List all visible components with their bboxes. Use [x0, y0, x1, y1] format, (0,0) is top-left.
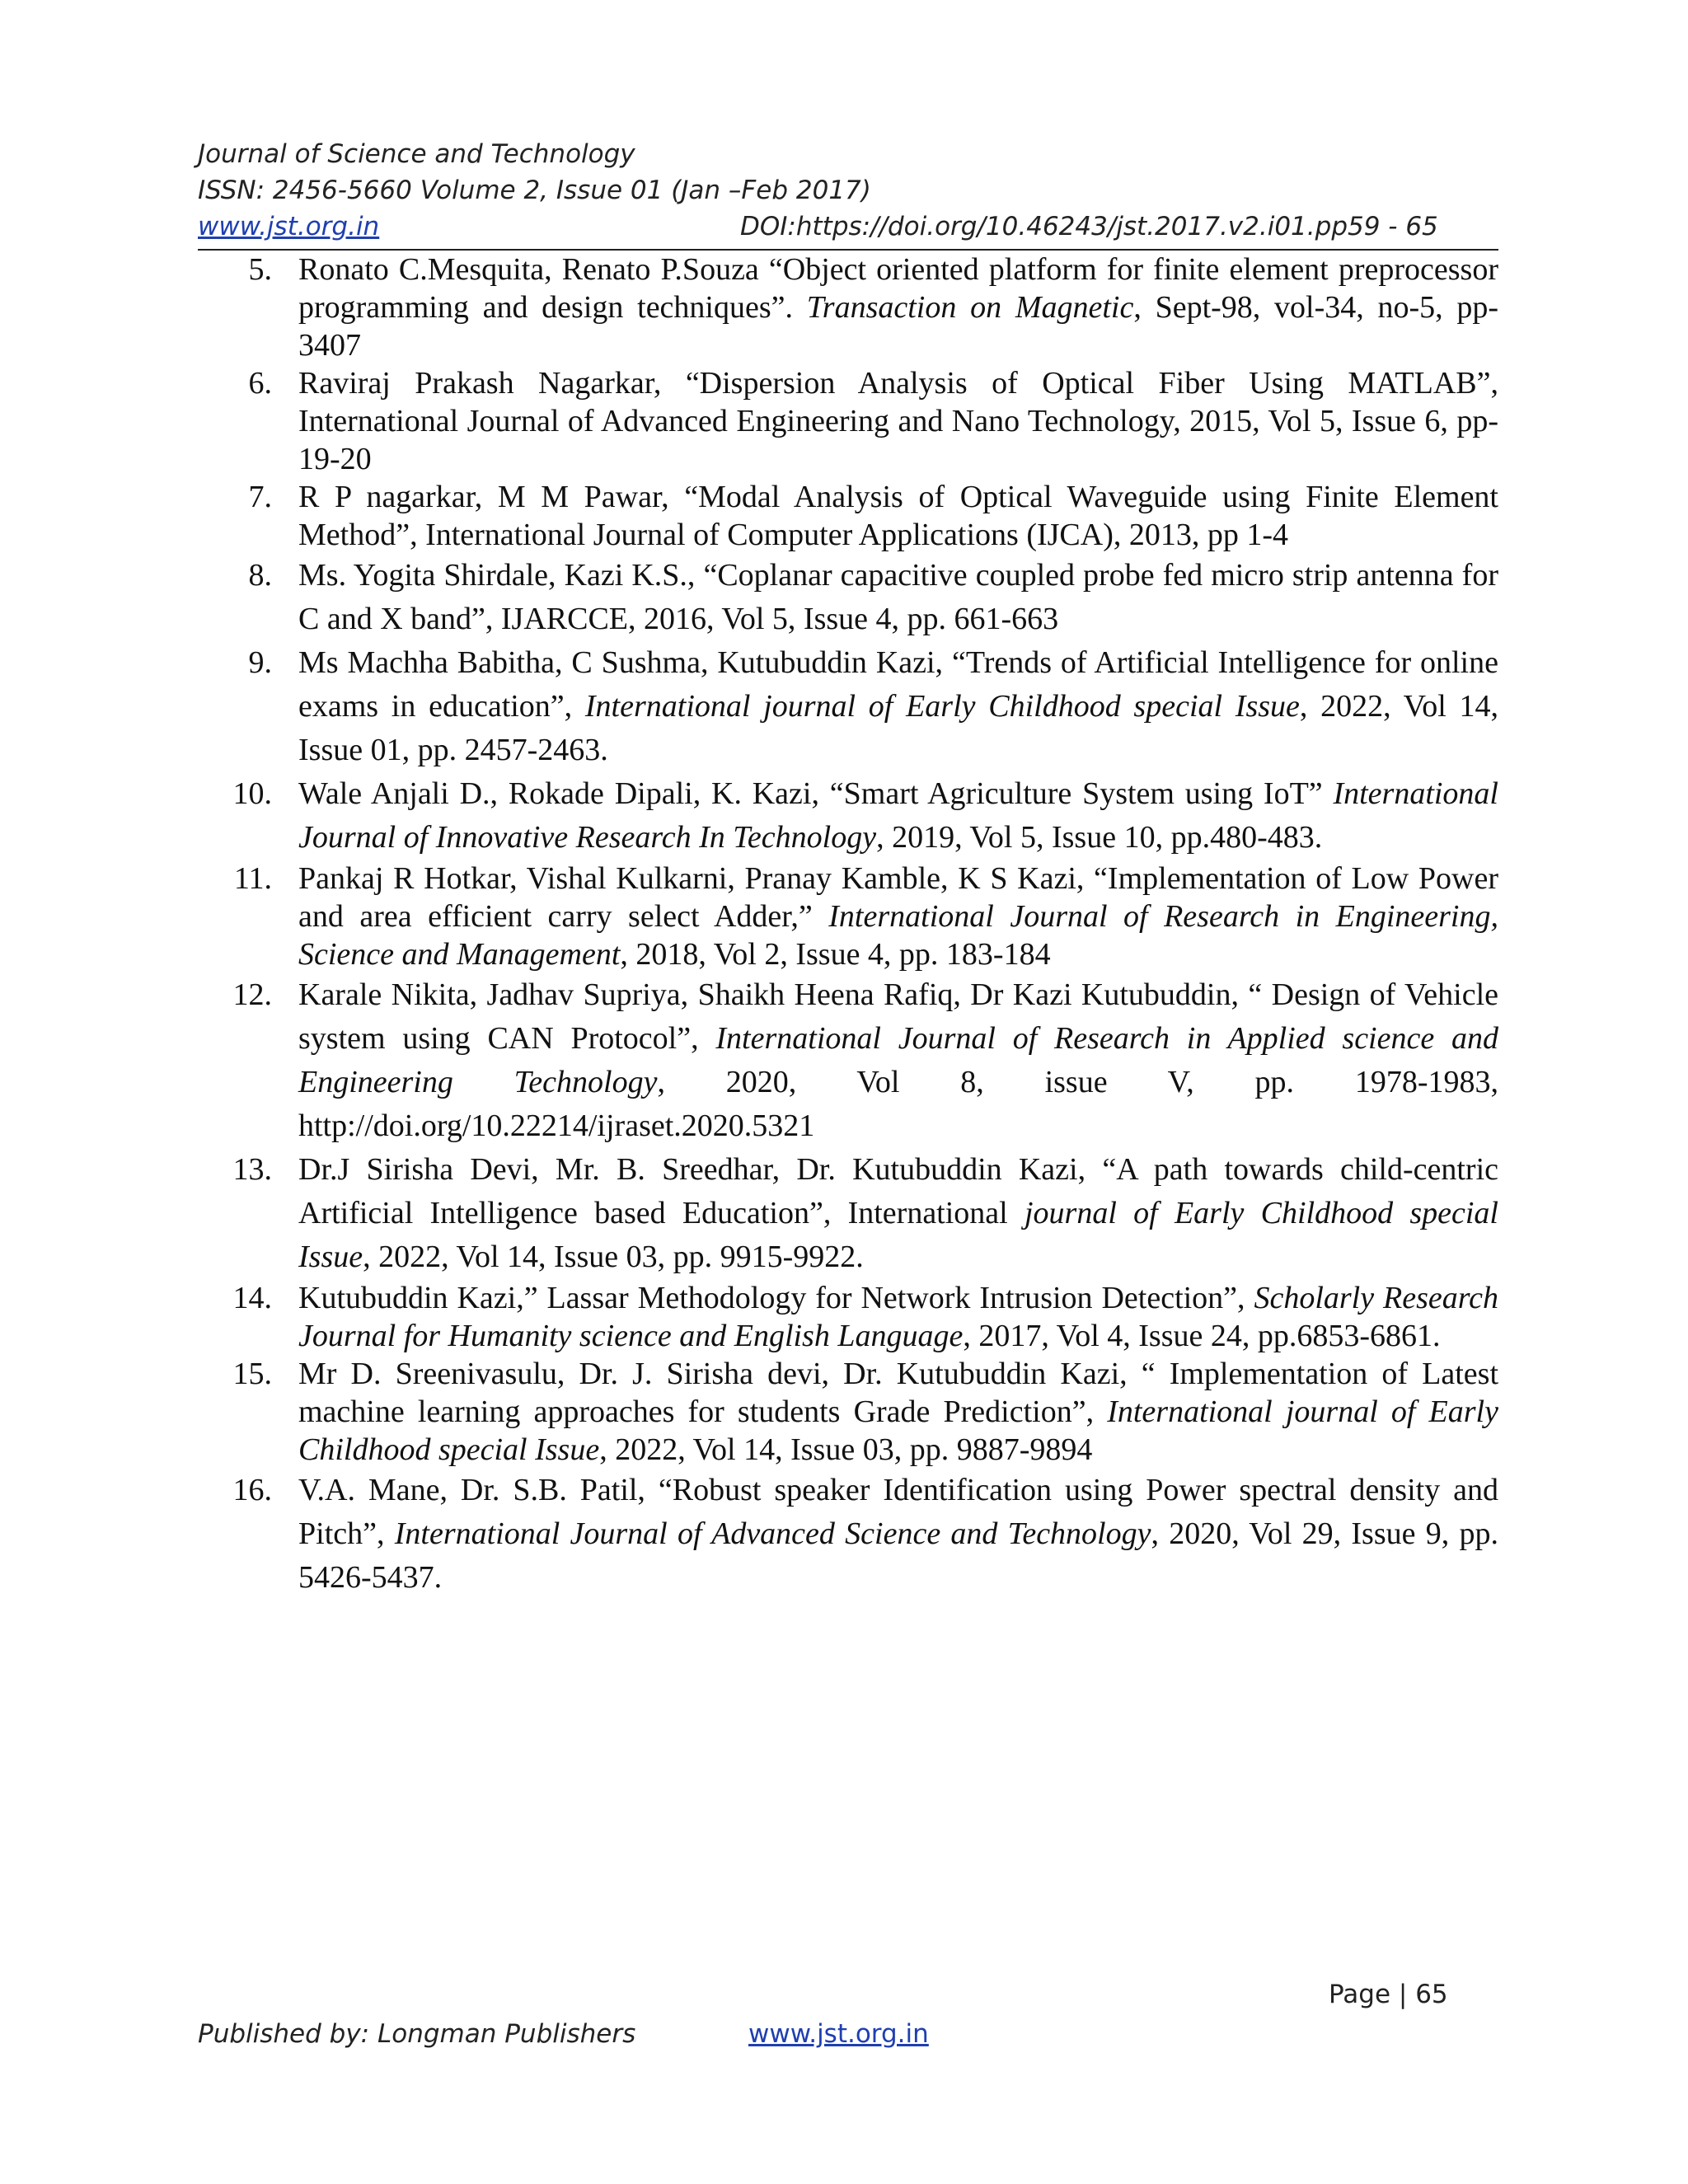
reference-list — [232, 251, 1499, 1600]
reference-segment: Karale Nikita, Jadhav Supriya, Shaikh Heena Rafiq, Dr Kazi Kutubuddin, “ Design of Vehicle system using CAN Protocol”, — [298, 977, 1498, 1056]
reference-item — [247, 364, 1498, 478]
footer-website-link[interactable]: www.jst.org.in — [748, 2019, 929, 2049]
reference-text — [298, 1473, 1498, 1595]
issn-line: ISSN: 2456-5660 Volume 2, Issue 01 (Jan –Feb 2017) — [198, 176, 871, 205]
reference-item — [232, 1279, 1498, 1355]
reference-text — [298, 366, 1498, 476]
reference-segment: R P nagarkar, M M Pawar, “Modal Analysis of Optical Waveguide using Finite Element Method”, International Journal of Computer Applications (IJCA), 2013, pp 1-4 — [298, 480, 1498, 552]
reference-item — [247, 641, 1498, 772]
reference-segment: Dr.J Sirisha Devi, Mr. B. Sreedhar, Dr. Kutubuddin Kazi, “A path towards child-centric Artificial Intelligence based Education”, International — [298, 1152, 1498, 1230]
reference-journal-name: International Journal of Research in Engineering, Science and Management — [298, 899, 1498, 972]
reference-item — [247, 251, 1498, 364]
reference-segment: , 2018, Vol 2, Issue 4, pp. 183-184 — [620, 937, 1051, 972]
reference-journal-name: International Journal of Research in Applied science and Engineering Technology — [298, 1021, 1498, 1099]
reference-segment: Pankaj R Hotkar, Vishal Kulkarni, Pranay Kamble, K S Kazi, “Implementation of Low Power and area efficient carry select Adder,” — [298, 861, 1498, 934]
reference-item — [232, 1469, 1498, 1600]
reference-segment: Kutubuddin Kazi,” Lassar Methodology for Network Intrusion Detection”, — [298, 1281, 1254, 1315]
reference-number: 11. — [233, 861, 272, 896]
page-number: Page | 65 — [1329, 1980, 1448, 2009]
reference-item — [232, 973, 1498, 1148]
reference-journal-name: International journal of Early Childhood special Issue — [298, 1394, 1498, 1467]
reference-text — [298, 480, 1498, 552]
reference-journal-name: Scholarly Research Journal for Humanity science and English Language — [298, 1281, 1498, 1353]
reference-segment: , 2022, Vol 14, Issue 03, pp. 9915-9922. — [363, 1240, 864, 1274]
reference-segment: Mr D. Sreenivasulu, Dr. J. Sirisha devi, Dr. Kutubuddin Kazi, “ Implementation of Latest machine learning approaches for students Grade Prediction”, — [298, 1357, 1498, 1429]
reference-journal-name: International Journal of Innovative Research In Technology — [298, 776, 1498, 855]
reference-item — [233, 860, 1498, 973]
reference-item — [232, 1355, 1498, 1469]
journal-title: Journal of Science and Technology — [198, 139, 635, 169]
reference-text — [298, 558, 1498, 636]
reference-number: 9. — [248, 645, 272, 680]
reference-text — [298, 1357, 1498, 1467]
reference-number: 16. — [232, 1473, 272, 1507]
reference-text — [298, 1152, 1498, 1274]
reference-number: 15. — [232, 1357, 272, 1391]
reference-item — [247, 478, 1498, 554]
reference-text — [298, 977, 1498, 1143]
reference-text — [298, 861, 1498, 972]
reference-segment: Wale Anjali D., Rokade Dipali, K. Kazi, “Smart Agriculture System using IoT” — [298, 776, 1334, 811]
reference-journal-name: International journal of Early Childhood special Issue — [584, 689, 1300, 724]
reference-number: 13. — [232, 1152, 272, 1187]
reference-segment: Ronato C.Mesquita, Renato P.Souza “Object oriented platform for finite element preprocessor programming and design techniques”. — [298, 252, 1498, 325]
reference-text — [298, 252, 1498, 363]
reference-number: 5. — [248, 252, 272, 287]
reference-item — [247, 554, 1498, 641]
reference-segment: , 2017, Vol 4, Issue 24, pp.6853-6861. — [963, 1319, 1441, 1353]
reference-number: 7. — [248, 480, 272, 514]
journal-website-link[interactable]: www.jst.org.in — [198, 212, 380, 241]
reference-text — [298, 645, 1498, 767]
running-header — [198, 136, 1500, 245]
reference-journal-name: Transaction on Magnetic — [806, 290, 1134, 325]
reference-item — [232, 772, 1498, 860]
reference-number: 6. — [248, 366, 272, 401]
reference-journal-name: journal of Early Childhood special Issue — [298, 1196, 1498, 1274]
reference-number: 10. — [232, 776, 272, 811]
reference-segment: , 2020, Vol 29, Issue 9, pp. 5426-5437. — [298, 1516, 1498, 1595]
reference-segment: , 2022, Vol 14, Issue 03, pp. 9887-9894 — [599, 1432, 1093, 1467]
reference-segment: V.A. Mane, Dr. S.B. Patil, “Robust speaker Identification using Power spectral density and Pitch”, — [298, 1473, 1498, 1551]
reference-segment: Ms Machha Babitha, C Sushma, Kutubuddin Kazi, “Trends of Artificial Intelligence for online exams in education”, — [298, 645, 1498, 724]
reference-segment: , 2022, Vol 14, Issue 01, pp. 2457-2463. — [298, 689, 1498, 767]
publisher-line: Published by: Longman Publishers — [198, 2019, 636, 2049]
reference-text — [298, 776, 1498, 855]
reference-segment: , Sept-98, vol-34, no-5, pp-3407 — [298, 290, 1499, 363]
reference-journal-name: International Journal of Advanced Science and Technology — [394, 1516, 1151, 1551]
reference-number: 12. — [232, 977, 272, 1012]
reference-segment: Raviraj Prakash Nagarkar, “Dispersion Analysis of Optical Fiber Using MATLAB”, International Journal of Advanced Engineering and Nano Technology, 2015, Vol 5, Issue 6, pp- 19-20 — [298, 366, 1498, 476]
reference-segment: Ms. Yogita Shirdale, Kazi K.S., “Coplanar capacitive coupled probe fed micro strip antenna for C and X band”, IJARCCE, 2016, Vol 5, Issue 4, pp. 661-663 — [298, 558, 1498, 636]
doi-line: DOI:https://doi.org/10.46243/jst.2017.v2.i01.pp59 - 65 — [740, 212, 1438, 241]
reference-number: 8. — [248, 558, 272, 593]
reference-number: 14. — [232, 1281, 272, 1315]
header-link-row — [198, 209, 1500, 245]
reference-text — [298, 1281, 1498, 1353]
reference-segment: , 2019, Vol 5, Issue 10, pp.480-483. — [876, 820, 1323, 855]
reference-segment: , 2020, Vol 8, issue V, pp. 1978-1983, http://doi.org/10.22214/ijraset.2020.5321 — [298, 1065, 1498, 1143]
reference-item — [232, 1148, 1498, 1279]
page-footer — [198, 2019, 1500, 2055]
